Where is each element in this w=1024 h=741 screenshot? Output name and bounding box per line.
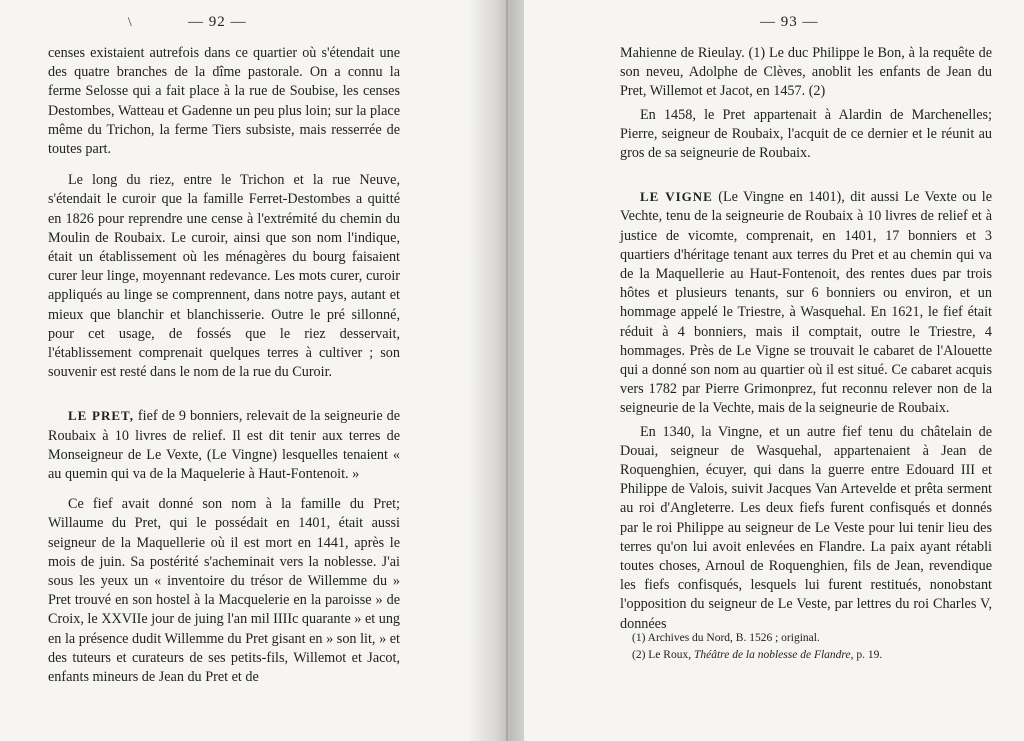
footnotes (632, 630, 972, 664)
section-heading: LE PRET, (68, 408, 134, 424)
paragraph: censes existaient autrefois dans ce quartier où s'étendait une des quatre branches de la dîme pastorale. On a connu la ferme Selosse qui a fait place à la rue de Soubise, les censes Destombes, Watteau et Gadenne un peu plus loin; sur la place même du Trichon, la ferme Tiers subsiste, mais resserrée de toutes part. (48, 45, 400, 158)
footnote-text: (2) Le Roux, (632, 649, 694, 661)
footnote: (1) Archives du Nord, B. 1526 ; original. (632, 632, 820, 644)
paragraph (48, 406, 400, 484)
paragraph-body: fief de 9 bonniers, relevait de la seigneurie de Roubaix à 10 livres de relief. Il est dit tenir aux terres de Monseigneur de Le Vexte, (Le Vingne) lesquelles tenaient « au quemin qui va de la Maquelerie à Haut-Fontenoit. » (48, 408, 400, 483)
footnote-text: , p. 19. (850, 649, 883, 661)
paragraph (620, 187, 992, 418)
paragraph: En 1340, la Vingne, et un autre fief tenu du châtelain de Douai, seigneur de Wasquehal, appartenaient à Jean de Roquenghien, écuyer, qui dans la guerre entre Edouard III et Philippe de Valois, suivit Jacques Van Artevelde et prêta serment au roi d'Angleterre. Les deux fiefs furent confisqués et donnés par le roi Philippe au seigneur de Le Veste pour lui tenir lieu des terres qu'on lui avoit enlevées en Flandre. La paix ayant rétabli toutes choses, Arnoul de Roquenghien, fils de Jean, revendique les fiefs confisqués, lesquels lui furent restitués, nonobstant l'opposition du seigneur de Le Veste, par lettres du roi Charles V, données (620, 423, 992, 632)
corner-mark: \ (128, 14, 132, 29)
paragraph-body: (Le Vingne en 1401), dit aussi Le Vexte ou le Vechte, tenu de la seigneurie de Roubaix à 10 livres de relief et à justice de vicomte, comprenait, en 1401, 17 bonniers et 3 quartiers d'héritage tenant aux terres du Pret et au chemin qui va de la Maquellerie au Haut-Fontenoit, des rentes dues par trois hôtes et plusieurs tenants, sur 6 bonniers ou environ, et un hommage appelé le Triestre, à Wasquehal. En 1621, le fief était réduit à 4 bonniers, mais il comptait, outre le Triestre, 4 hommages. Près de Le Vigne se trouvait le cabaret de l'Alouette qui a donné son nom au quartier où il est situé. Ce cabaret acquis vers 1782 par Pierre Grimonprez, fut reconnu relever non de la seigneurie de la Vechte, mais de la seigneurie de Roubaix. (620, 189, 992, 417)
paragraph: En 1458, le Pret appartenait à Alardin de Marchenelles; Pierre, seigneur de Roubaix, l'acquit de ce dernier et le réunit au gros de sa seigneurie de Roubaix. (620, 106, 992, 162)
page-number-left: — 92 — (188, 14, 247, 30)
footnote (632, 647, 972, 664)
section-heading: LE VIGNE (640, 189, 713, 205)
paragraph: Le long du riez, entre le Trichon et la rue Neuve, s'étendait le curoir que la famille Ferret-Destombes a quitté en 1826 pour reprendre une cense à l'extrémité du chemin du Moulin de Roubaix. Le curoir, ainsi que son nom l'indique, était un établissement où les ménagères du bourg faisaient curer leur linge, moyennant redevance. Les mots curer, curoir appliqués au linge se comprennent, dans notre pays, autant et mieux que blanchir et blanchisserie. Outre le pré sillonné, pour cet usage, de fossés que le riez desservait, l'établissement comprenait quelques terres à cultiver ; son souvenir est resté dans le nom de la rue du Curoir. (48, 172, 400, 381)
left-page (0, 0, 500, 741)
right-text-block (620, 44, 992, 634)
left-text-block (48, 44, 400, 687)
paragraph: Mahienne de Rieulay. (1) Le duc Philippe le Bon, à la requête de son neveu, Adolphe de Clèves, anoblit les enfants de Jean du Pret, Willemot et Jacot, en 1457. (2) (620, 45, 992, 100)
paragraph: Ce fief avait donné son nom à la famille du Pret; Willaume du Pret, qui le possédait en 1401, était aussi seigneur de la Maquellerie où il est mort en 1441, après le mois de juin. Sa postérité s'acheminait vers la noblesse. J'ai sous les yeux un « inventoire du trésor de Willemme du » Pret trouvé en son hostel à la Macquelerie en la paroisse » de Croix, le XXVIIe jour de juing l'an mil IIIIc quarante » et ung en la présence dudit Willemme du Pret gisant en » son lit, » et des tuteurs et curateurs de ses petits-fils, Willemot et Jacot, enfants mineurs de Jean du Pret et de (48, 496, 401, 686)
footnote-title: Théâtre de la noblesse de Flandre (693, 649, 851, 661)
right-page (524, 0, 1024, 741)
page-number-right: — 93 — (760, 14, 819, 30)
